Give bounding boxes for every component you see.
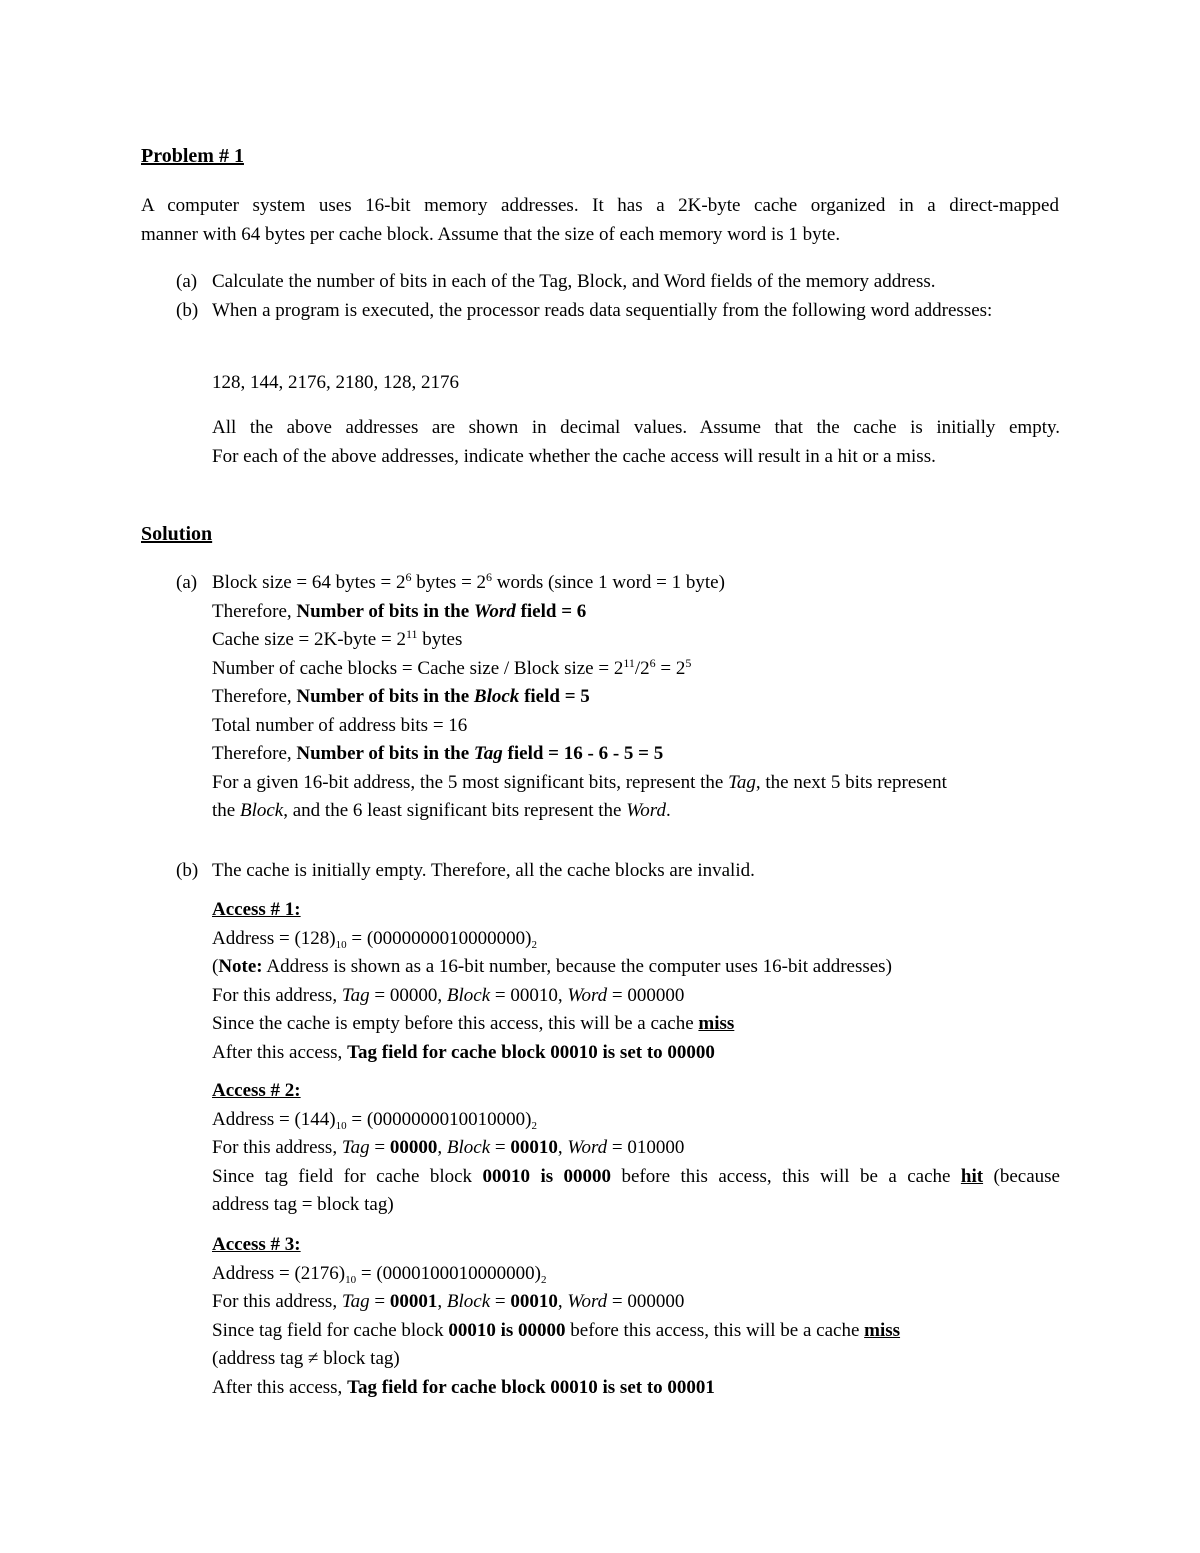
problem-intro [141,192,1059,249]
exponent: 11 [405,627,418,641]
access-2-result-cont: address tag = block tag) [212,1194,394,1215]
exponent: 6 [405,570,412,584]
solution-a-body [212,569,1060,826]
bold-italic-text: Tag [473,743,503,764]
text: , [437,1137,447,1158]
exponent: 6 [486,570,493,584]
text: before this access, this will be a cache [611,1165,961,1187]
field-summary-line-2 [212,797,1060,826]
subscript: 2 [531,1119,538,1132]
text: For this address, [212,1291,342,1312]
text: For a given 16-bit address, the 5 most significant bits, represent the [212,771,729,793]
text: = (0000000010000000) [346,927,532,949]
bold-text: 00010 [510,1291,558,1312]
solution-heading: Solution [141,523,213,545]
access-3 [212,1231,1060,1402]
italic-text: Tag [341,1137,370,1158]
text: , the next 5 bits represent [755,771,947,793]
exponent: 6 [649,655,656,670]
text: = [369,1291,390,1312]
access-2-fields [212,1134,1060,1163]
bold-text: 00010 [510,1137,558,1158]
exponent: 11 [623,655,635,670]
bold-text: Tag field for cache block 00010 is set to 00000 [347,1041,715,1063]
text: , [557,1137,568,1158]
bold-text: 00000 [389,1137,438,1158]
text: , and the 6 least significant bits represent the [283,800,627,821]
subscript: 2 [541,1273,547,1286]
italic-text: Block [446,1137,491,1158]
text: , [437,1291,447,1312]
bold-text: 00010 [448,1319,496,1341]
part-a-label: (a) [176,271,198,292]
text: (because [983,1165,1060,1187]
access-1-title: Access # 1: [212,899,301,920]
exponent: 5 [685,655,692,670]
text: = 2 [655,657,686,679]
bold-italic-text: Block [473,686,520,707]
text: bytes [417,629,463,650]
result-word: hit [960,1165,984,1187]
bold-text: field = 16 - 6 - 5 = 5 [502,743,664,764]
text: = [490,1137,511,1158]
text: = 000000 [607,984,685,1006]
text: Number of cache blocks = Cache size / Block size = 2 [212,657,624,679]
bold-text: Number of bits in the [296,600,474,622]
text: Address = (128) [212,927,336,949]
part-b-text: When a program is executed, the processor reads data sequentially from the following word addresses: [212,300,993,321]
text: For this address, [212,984,342,1006]
text: After this access, [212,1041,348,1063]
part-a-text: Calculate the number of bits in each of the Tag, Block, and Word fields of the memory address. [212,271,936,292]
problem-heading: Problem # 1 [141,145,244,167]
cache-size-line [212,626,1060,655]
access-2 [212,1077,1060,1220]
note-line-1: All the above addresses are shown in decimal values. Assume that the cache is initially empty. [212,417,1060,438]
text: Address = (2176) [212,1262,346,1284]
text: Since tag field for cache block [212,1165,483,1187]
bold-text: field = 6 [515,600,587,622]
text: = 010000 [607,1137,685,1158]
result-word: miss [698,1013,735,1034]
text: = [369,1137,390,1158]
italic-text: Block [446,984,491,1006]
access-3-result-cont: (address tag ≠ block tag) [212,1348,400,1369]
intro-line-1: A computer system uses 16-bit memory addresses. It has a 2K-byte cache organized in a direct-mapped [141,195,1059,216]
note-line-2: For each of the above addresses, indicate whether the cache access will result in a hit or a miss. [212,445,936,467]
italic-text: Tag [341,984,370,1006]
italic-text: Block [239,800,284,821]
text: Since the cache is empty before this access, this will be a cache [212,1013,699,1034]
italic-text: Word [567,1291,608,1312]
italic-text: Tag [341,1291,370,1312]
subscript: 10 [335,938,347,951]
text: ( [212,956,219,977]
solution-a-label: (a) [176,572,198,593]
italic-text: Tag [728,771,756,793]
access-1-result [212,1010,1060,1039]
bold-text: Tag field for cache block 00010 is set to 00001 [347,1376,715,1398]
text: = 000000 [607,1291,685,1312]
text: = [490,1291,511,1312]
access-2-address [212,1106,1060,1135]
word-field-result [212,598,1060,627]
text: = 00000, [369,984,447,1006]
access-2-result [212,1163,1060,1192]
subscript: 2 [531,938,538,951]
access-3-result [212,1317,1060,1346]
text: bytes = 2 [411,572,487,593]
block-field-result [212,683,1060,712]
text: before this access, this will be a cache [565,1319,865,1341]
text: Since tag field for cache block [212,1319,449,1341]
italic-text: Word [626,800,666,821]
text: Address = (144) [212,1108,336,1130]
text: = (0000000010010000) [346,1108,532,1130]
text: /2 [634,657,650,679]
text: Block size = 64 bytes = 2 [212,572,406,593]
intro-line-2: manner with 64 bytes per cache block. Assume that the size of each memory word is 1 byte. [141,223,841,245]
italic-text: Word [567,1137,608,1158]
text: Address is shown as a 16-bit number, because the computer uses 16-bit addresses) [262,956,892,977]
problem-note [212,414,1060,471]
field-summary-line-1 [212,769,1060,798]
text: . [665,800,671,821]
access-3-after [212,1374,1060,1403]
text: , [557,1291,568,1312]
bold-italic-text: Word [473,600,516,622]
subscript: 10 [345,1273,357,1286]
bold-text: field = 5 [519,686,590,707]
access-1-address [212,925,1060,954]
bold-text: is 00000 [495,1319,566,1341]
text: Therefore, [212,686,297,707]
result-word: miss [864,1319,901,1341]
access-1 [212,896,1060,1067]
address-list: 128, 144, 2176, 2180, 128, 2176 [212,372,459,393]
text: = (0000100010000000) [356,1262,542,1284]
bold-text: 00010 [482,1165,530,1187]
access-2-title: Access # 2: [212,1080,301,1101]
tag-field-result [212,740,1060,769]
access-1-fields [212,982,1060,1011]
solution-b-intro: The cache is initially empty. Therefore, all the cache blocks are invalid. [212,860,755,881]
italic-text: Block [446,1291,491,1312]
bold-text: Number of bits in the [296,743,474,764]
access-3-fields [212,1288,1060,1317]
text: For this address, [212,1137,342,1158]
access-1-note [212,953,1060,982]
text: Cache size = 2K-byte = 2 [212,629,406,650]
part-b-label: (b) [176,300,199,321]
text: Therefore, [212,743,297,764]
text: = 00010, [490,984,568,1006]
block-size-line [212,569,1060,598]
text: the [212,800,240,821]
bold-text: 00001 [389,1291,438,1312]
cache-blocks-line [212,655,1060,684]
text: Therefore, [212,600,297,622]
bold-text: Note: [218,956,263,977]
bold-text: Number of bits in the [296,686,474,707]
access-3-address [212,1260,1060,1289]
access-1-after [212,1039,1060,1068]
text: After this access, [212,1376,348,1398]
italic-text: Word [567,984,608,1006]
text: words (since 1 word = 1 byte) [492,572,725,593]
bold-text: is 00000 [530,1165,612,1187]
total-bits-line: Total number of address bits = 16 [212,714,468,736]
subscript: 10 [335,1119,347,1132]
access-3-title: Access # 3: [212,1234,301,1255]
solution-b-label: (b) [176,860,199,881]
